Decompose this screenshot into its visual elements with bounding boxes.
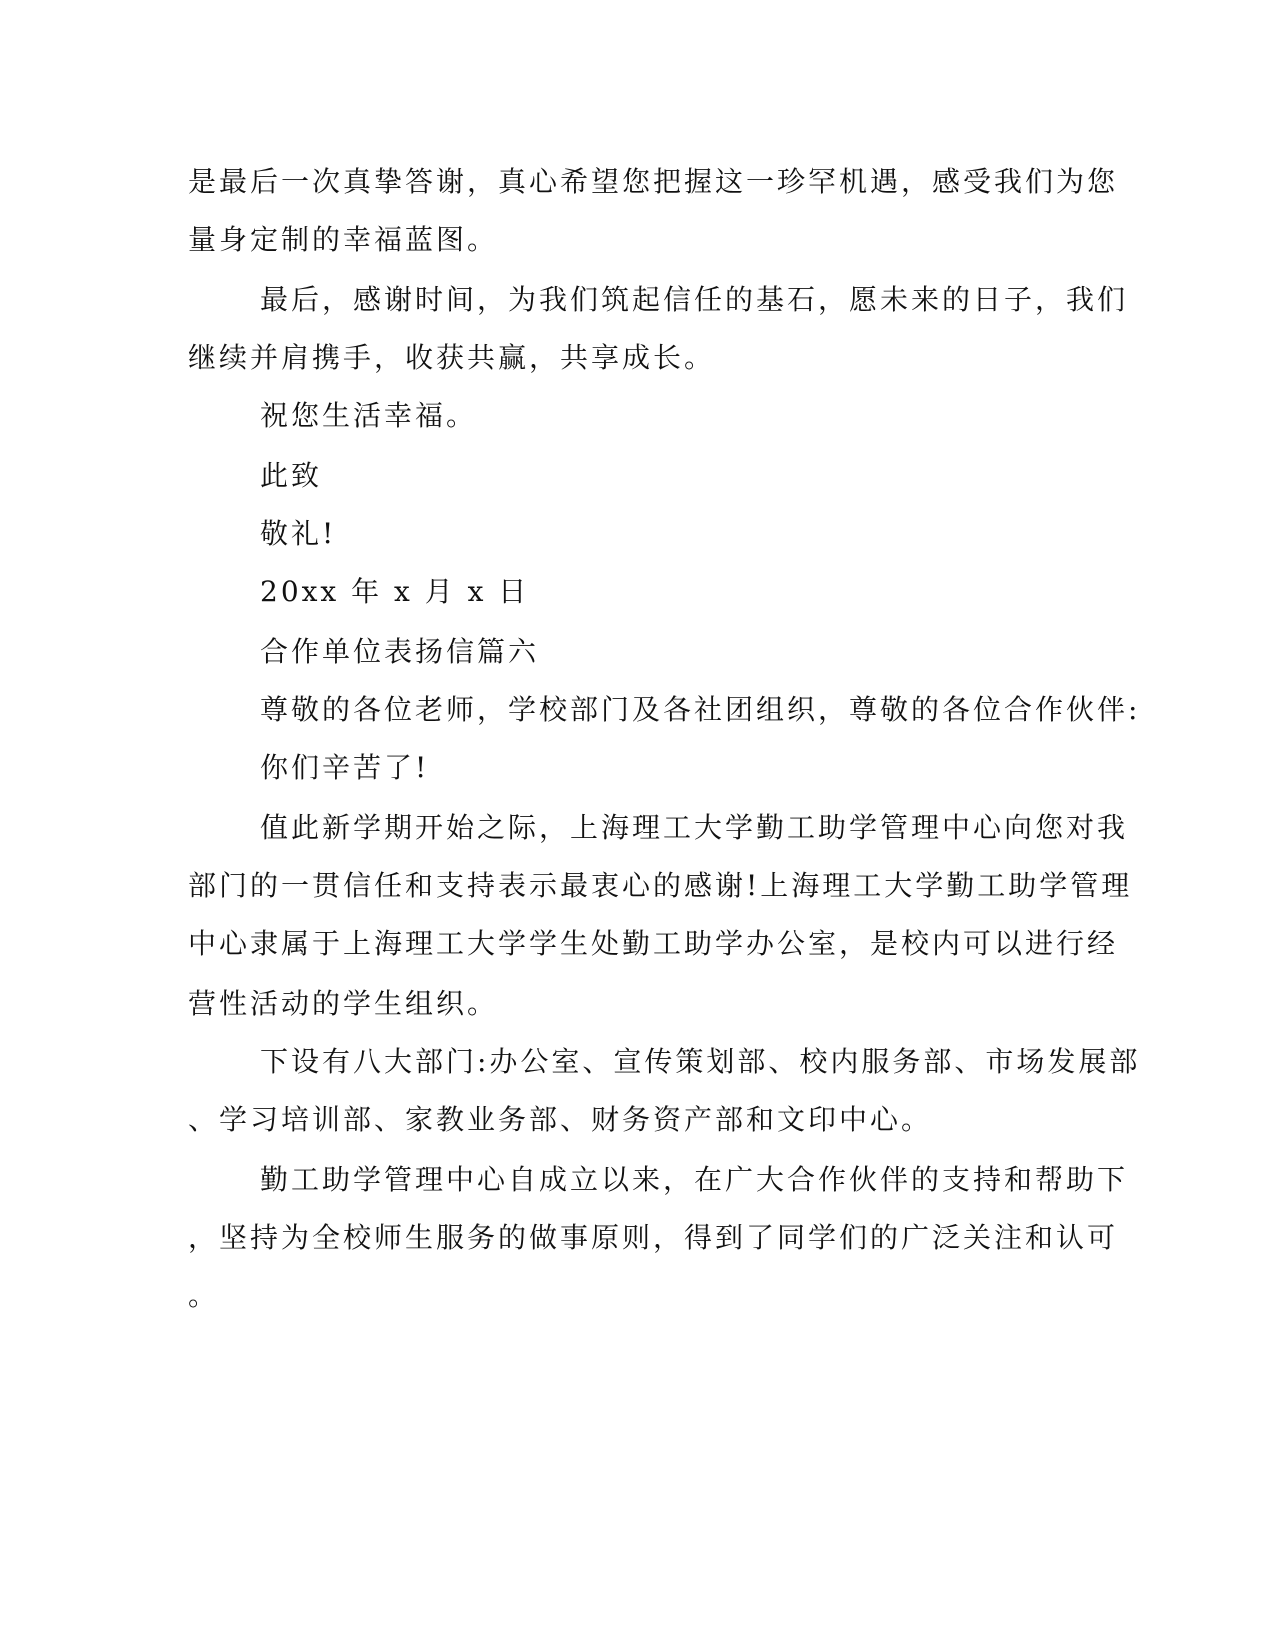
letter-date: 20xx 年 x 月 x 日 [260, 575, 530, 608]
paragraph-line: 部门的一贯信任和支持表示最衷心的感谢!上海理工大学勤工助学管理 [188, 869, 1133, 902]
paragraph-line: 、学习培训部、家教业务部、财务资产部和文印中心。 [188, 1103, 933, 1136]
closing-wish: 祝您生活幸福。 [260, 399, 478, 432]
paragraph-line: ，坚持为全校师生服务的做事原则，得到了同学们的广泛关注和认可 [188, 1221, 1119, 1254]
paragraph-line: 下设有八大部门:办公室、宣传策划部、校内服务部、市场发展部 [260, 1045, 1141, 1078]
paragraph-line: 中心隶属于上海理工大学学生处勤工助学办公室，是校内可以进行经 [188, 927, 1119, 960]
paragraph-line: 。 [188, 1279, 220, 1312]
paragraph-line: 营性活动的学生组织。 [188, 987, 499, 1020]
letter-opening: 你们辛苦了! [260, 751, 430, 784]
paragraph-line: 最后，感谢时间，为我们筑起信任的基石，愿未来的日子，我们 [260, 283, 1129, 316]
closing-regards: 敬礼! [260, 517, 337, 550]
closing-salutation: 此致 [260, 459, 323, 492]
letter-greeting: 尊敬的各位老师，学校部门及各社团组织，尊敬的各位合作伙伴: [260, 693, 1141, 726]
paragraph-line: 量身定制的幸福蓝图。 [188, 223, 499, 256]
paragraph-line: 勤工助学管理中心自成立以来，在广大合作伙伴的支持和帮助下 [260, 1163, 1129, 1196]
paragraph-line: 继续并肩携手，收获共赢，共享成长。 [188, 341, 716, 374]
paragraph-line: 是最后一次真挚答谢，真心希望您把握这一珍罕机遇，感受我们为您 [188, 165, 1119, 198]
paragraph-line: 值此新学期开始之际，上海理工大学勤工助学管理中心向您对我 [260, 811, 1129, 844]
section-title: 合作单位表扬信篇六 [260, 635, 540, 668]
